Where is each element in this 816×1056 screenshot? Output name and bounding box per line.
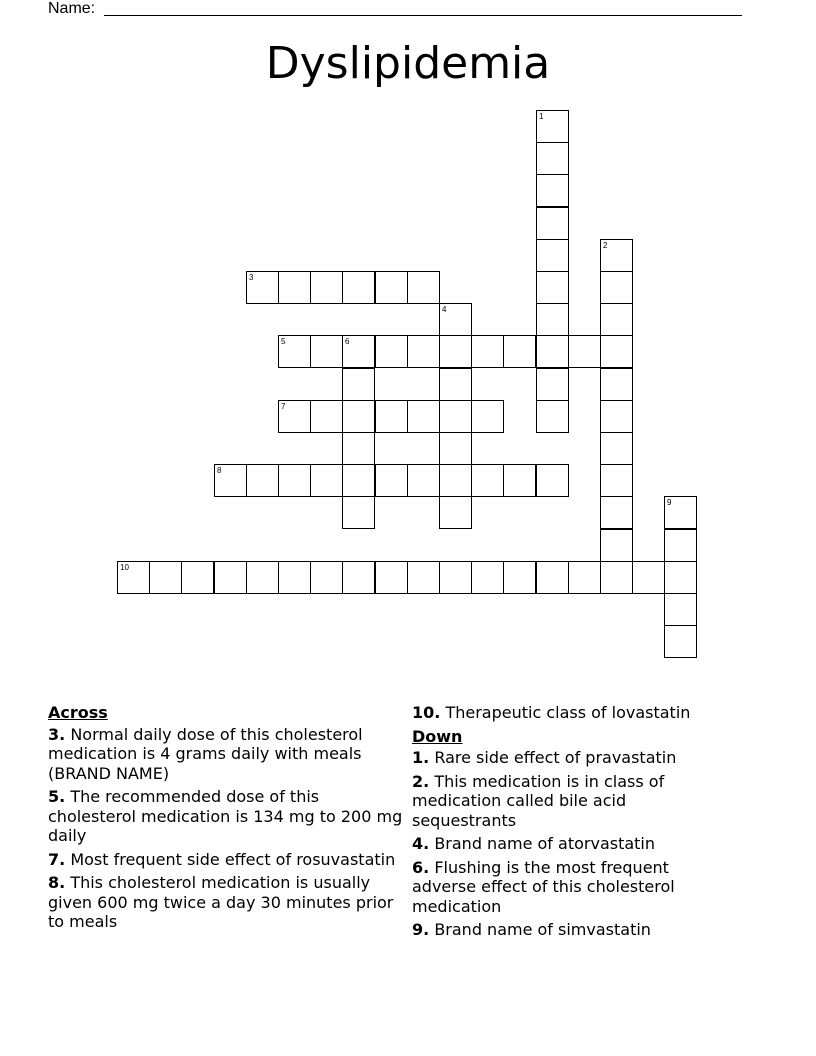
crossword-cell[interactable] — [632, 561, 665, 594]
crossword-cell[interactable] — [536, 464, 569, 497]
crossword-cell[interactable] — [600, 368, 633, 401]
cell-number: 1 — [539, 112, 544, 121]
cell-number: 2 — [603, 241, 608, 250]
clues-column-left — [48, 703, 408, 936]
crossword-cell[interactable] — [342, 335, 375, 368]
crossword-cell[interactable] — [342, 432, 375, 465]
crossword-cell[interactable] — [439, 496, 472, 529]
cell-number: 10 — [120, 563, 129, 572]
clue-down-2 — [412, 772, 732, 831]
crossword-cell[interactable] — [310, 400, 343, 433]
name-label: Name: — [48, 0, 96, 17]
clue-number: 4. — [412, 834, 430, 853]
crossword-cell[interactable] — [536, 561, 569, 594]
clue-across-7 — [48, 850, 408, 870]
clue-down-6 — [412, 858, 732, 917]
crossword-cell[interactable] — [600, 239, 633, 272]
crossword-cell[interactable] — [471, 335, 504, 368]
crossword-cell[interactable] — [278, 464, 311, 497]
crossword-cell[interactable] — [246, 561, 279, 594]
crossword-cell[interactable] — [600, 464, 633, 497]
crossword-cell[interactable] — [407, 464, 440, 497]
crossword-cell[interactable] — [600, 529, 633, 562]
crossword-cell[interactable] — [407, 271, 440, 304]
clue-down-1 — [412, 748, 732, 768]
crossword-cell[interactable] — [278, 561, 311, 594]
crossword-cell[interactable] — [342, 561, 375, 594]
cell-number: 4 — [442, 305, 447, 314]
crossword-cell[interactable] — [407, 335, 440, 368]
crossword-cell[interactable] — [278, 335, 311, 368]
crossword-cell[interactable] — [664, 561, 697, 594]
clue-number: 9. — [412, 920, 430, 939]
clue-number: 2. — [412, 771, 430, 791]
crossword-cell[interactable] — [310, 464, 343, 497]
cell-number: 9 — [667, 498, 672, 507]
crossword-cell[interactable] — [536, 110, 569, 143]
clue-text: This cholesterol medication is usually given 600 mg twice a day 30 minutes prior to meals — [48, 873, 394, 931]
crossword-cell[interactable] — [246, 271, 279, 304]
crossword-cell[interactable] — [536, 271, 569, 304]
crossword-cell[interactable] — [375, 400, 408, 433]
crossword-cell[interactable] — [536, 368, 569, 401]
clue-number: 8. — [48, 873, 66, 892]
clue-text: This medication is in class of medication called bile acid sequestrants — [412, 771, 665, 830]
crossword-cell[interactable] — [664, 529, 697, 562]
crossword-cell[interactable] — [600, 432, 633, 465]
clue-number: 6. — [412, 857, 430, 877]
crossword-cell[interactable] — [536, 239, 569, 272]
cell-number: 7 — [281, 402, 286, 411]
cell-number: 3 — [249, 273, 254, 282]
clue-text: The recommended dose of this cholesterol medication is 134 mg to 200 mg daily — [48, 787, 403, 845]
crossword-cell[interactable] — [375, 271, 408, 304]
clue-number: 7. — [48, 849, 66, 869]
crossword-cell[interactable] — [439, 432, 472, 465]
clue-number: 3. — [48, 724, 66, 744]
clue-down-4 — [412, 834, 732, 854]
clue-text: Flushing is the most frequent adverse effect of this cholesterol medication — [412, 857, 675, 916]
crossword-cell[interactable] — [503, 335, 536, 368]
crossword-cell[interactable] — [600, 400, 633, 433]
crossword-cell[interactable] — [536, 142, 569, 175]
crossword-cell[interactable] — [342, 400, 375, 433]
crossword-cell[interactable] — [471, 400, 504, 433]
clue-across-8 — [48, 873, 408, 932]
crossword-cell[interactable] — [439, 464, 472, 497]
clue-text: Brand name of simvastatin — [434, 920, 651, 939]
clue-across-10 — [412, 703, 732, 723]
crossword-cell[interactable] — [600, 303, 633, 336]
clue-across-3 — [48, 725, 408, 784]
crossword-cell[interactable] — [664, 593, 697, 626]
crossword-cell[interactable] — [503, 561, 536, 594]
crossword-cell[interactable] — [407, 400, 440, 433]
crossword-cell[interactable] — [664, 496, 697, 529]
crossword-cell[interactable] — [407, 561, 440, 594]
crossword-cell[interactable] — [149, 561, 182, 594]
crossword-cell[interactable] — [214, 464, 247, 497]
crossword-cell[interactable] — [181, 561, 214, 594]
crossword-cell[interactable] — [439, 303, 472, 336]
crossword-cell[interactable] — [310, 561, 343, 594]
crossword-cell[interactable] — [310, 271, 343, 304]
cell-number: 5 — [281, 337, 286, 346]
crossword-cell[interactable] — [310, 335, 343, 368]
crossword-cell[interactable] — [117, 561, 150, 594]
crossword-cell[interactable] — [600, 335, 633, 368]
crossword-cell[interactable] — [342, 368, 375, 401]
crossword-cell[interactable] — [471, 561, 504, 594]
crossword-cell[interactable] — [278, 271, 311, 304]
crossword-cell[interactable] — [664, 625, 697, 658]
crossword-cell[interactable] — [375, 335, 408, 368]
down-heading: Down — [412, 726, 463, 746]
clue-across-5 — [48, 787, 408, 846]
crossword-cell[interactable] — [503, 464, 536, 497]
crossword-cell[interactable] — [471, 464, 504, 497]
crossword-cell[interactable] — [536, 207, 569, 240]
crossword-cell[interactable] — [439, 335, 472, 368]
crossword-cell[interactable] — [214, 561, 247, 594]
crossword-cell[interactable] — [439, 400, 472, 433]
clue-text: Normal daily dose of this cholesterol medication is 4 grams daily with meals (BRAND NAME) — [48, 724, 363, 783]
clue-text: Therapeutic class of lovastatin — [445, 703, 691, 722]
crossword-cell[interactable] — [600, 271, 633, 304]
cell-number: 8 — [217, 466, 222, 475]
across-heading: Across — [48, 703, 108, 722]
crossword-cell[interactable] — [342, 496, 375, 529]
crossword-cell[interactable] — [342, 271, 375, 304]
crossword-cell[interactable] — [536, 335, 569, 368]
crossword-cell[interactable] — [439, 368, 472, 401]
crossword-cell[interactable] — [278, 400, 311, 433]
crossword-cell[interactable] — [600, 496, 633, 529]
crossword-cell[interactable] — [342, 464, 375, 497]
crossword-cell[interactable] — [536, 303, 569, 336]
crossword-cell[interactable] — [375, 561, 408, 594]
crossword-cell[interactable] — [536, 174, 569, 207]
crossword-cell[interactable] — [536, 400, 569, 433]
puzzle-title: Dyslipidemia — [265, 38, 551, 89]
crossword-cell[interactable] — [600, 561, 633, 594]
clue-number: 10. — [412, 703, 441, 722]
clue-number: 1. — [412, 748, 430, 767]
crossword-cell[interactable] — [246, 464, 279, 497]
crossword-cell[interactable] — [439, 561, 472, 594]
crossword-cell[interactable] — [568, 561, 601, 594]
clue-text: Most frequent side effect of rosuvastatin — [70, 849, 396, 869]
clue-number: 5. — [48, 787, 66, 806]
clue-text: Brand name of atorvastatin — [434, 834, 656, 853]
crossword-cell[interactable] — [568, 335, 601, 368]
clue-text: Rare side effect of pravastatin — [434, 748, 677, 767]
clue-down-9 — [412, 920, 732, 940]
crossword-cell[interactable] — [375, 464, 408, 497]
cell-number: 6 — [345, 337, 350, 346]
clues-column-right — [412, 703, 732, 944]
